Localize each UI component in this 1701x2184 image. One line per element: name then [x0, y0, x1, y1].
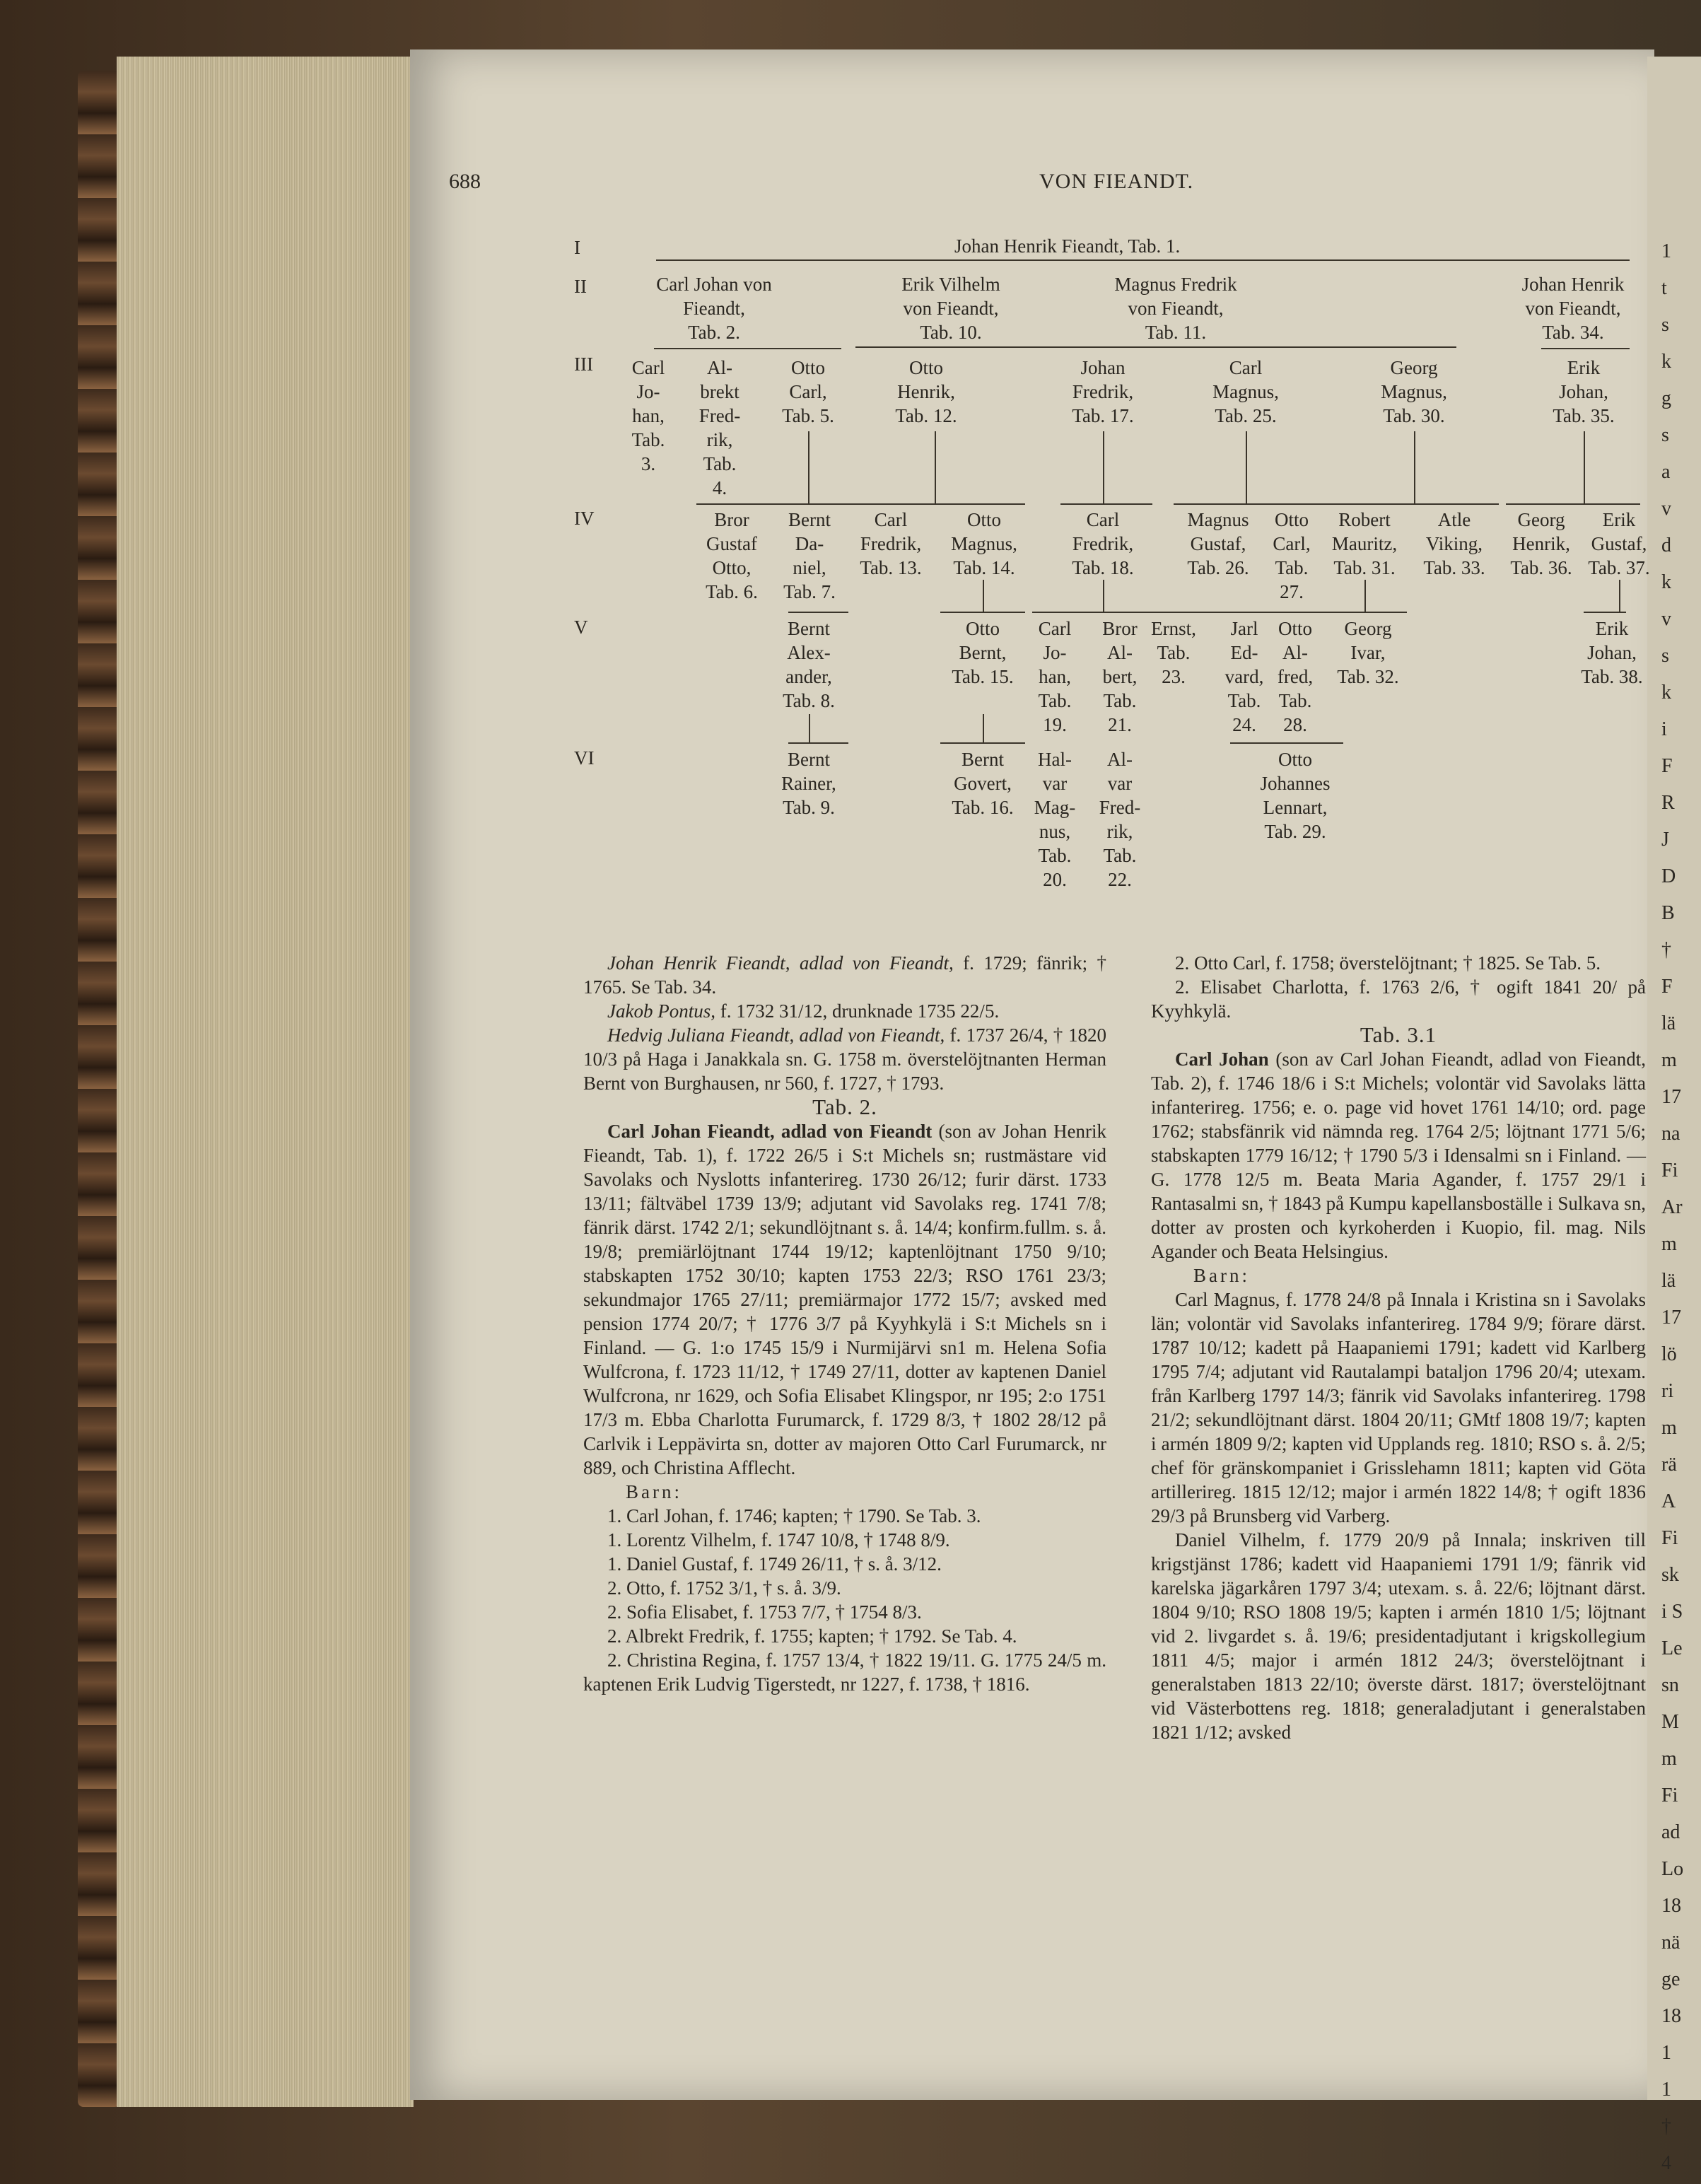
edge-fragment: i: [1661, 718, 1667, 740]
tree-node: [863, 356, 990, 428]
edge-fragment: nä: [1661, 1932, 1680, 1954]
tree-node-line: brekt: [700, 381, 740, 402]
tree-node-line: 23.: [1162, 666, 1186, 687]
edge-fragment: Fi: [1661, 1160, 1678, 1181]
tree-node-line: han,: [632, 405, 665, 426]
child-entry: 1. Carl Johan, f. 1746; kapten; † 1790. Se Tab. 3.: [607, 1505, 981, 1526]
child-entry: Daniel Vilhelm, f. 1779 20/9 på Innala; inskriven till krigstjänst 1786; kadett vid Haapaniemi 1791 1/9; fänrik vid karelska jägarkåren 1797 3/4; utexam. s. å. 22/6; löjtnant därst. 1804 9/10; RSO 1808 19/5; kapten i armén 1810 1/5; löjtnant vid 2. livgardet s. å. 19/6; presidentadjutant i krigskollegium 1811 4/5; major i armén 1812 24/3; överstelöjtnant i generalstaben 1813 22/10; överste därst. 1817; överstelöjtnant vid Västerbottens reg. 1818; generaladjutant i generalstaben 1821 1/12; avsked: [1151, 1529, 1646, 1743]
connector-line: [1103, 431, 1104, 503]
tree-node-line: Tab.: [1157, 642, 1191, 663]
barn-label: Barn:: [626, 1481, 682, 1502]
tree-node: [744, 356, 872, 428]
tree-node-line: Tab. 10.: [920, 322, 982, 343]
tree-node-line: Erik: [1602, 509, 1636, 530]
edge-fragment: Fi: [1661, 1527, 1678, 1549]
edge-fragment: A: [1661, 1490, 1676, 1512]
tree-node-line: Tab.: [631, 429, 665, 450]
connector-line: [1060, 503, 1152, 505]
left-column: [583, 951, 1106, 1969]
edge-fragment: †: [1661, 939, 1671, 961]
edge-fragment: 1: [1661, 240, 1671, 262]
tree-node-line: Tab.: [1038, 845, 1072, 866]
tree-node-line: Tab. 12.: [895, 405, 957, 426]
edge-fragment: t: [1661, 277, 1667, 299]
tree-node-line: Carl: [1229, 357, 1263, 378]
tree-node-line: 4.: [712, 477, 727, 498]
intro-name: Hedvig Juliana Fieandt, adlad von Fieandt,: [607, 1024, 945, 1046]
tree-node-line: Gustaf: [706, 533, 757, 554]
tree-node-line: Jo-: [636, 381, 660, 402]
tree-node-line: Lennart,: [1263, 797, 1328, 818]
tree-node-line: Fredrik,: [860, 533, 922, 554]
tree-node-line: Georg: [1344, 618, 1392, 639]
tree-node-line: Al-: [1282, 642, 1308, 663]
tree-node-line: Tab. 14.: [953, 557, 1015, 578]
edge-fragment: 4: [1661, 2152, 1671, 2174]
connector-line: [855, 346, 1456, 348]
tree-node-line: Tab. 34.: [1542, 322, 1604, 343]
tree-node-line: Erik: [1567, 357, 1601, 378]
tree-node-line: niel,: [793, 557, 826, 578]
tree-node-line: Atle: [1437, 509, 1471, 530]
edge-fragment: F: [1661, 976, 1673, 998]
connector-line: [1506, 503, 1640, 505]
continued-entry: 2. Elisabet Charlotta, f. 1763 2/6, † ogift 1841 20/ på Kyyhkylä.: [1151, 976, 1646, 1022]
tree-node-line: von Fieandt,: [1128, 298, 1224, 319]
tree-node-line: Tab.: [1038, 690, 1072, 711]
tree-node-line: Tab. 29.: [1264, 821, 1326, 842]
edge-fragment: 1: [1661, 2042, 1671, 2064]
tree-node-line: 27.: [1280, 581, 1304, 602]
edge-fragment: v: [1661, 498, 1671, 520]
edge-fragment: lä: [1661, 1012, 1676, 1034]
intro-text: f. 1729; fänrik; † 1765. Se Tab. 34.: [583, 952, 1106, 998]
connector-line: [788, 742, 848, 744]
tree-node-line: Hal-: [1038, 749, 1072, 770]
tab3-body: (son av Carl Johan Fieandt, adlad von Fieandt, Tab. 2), f. 1746 18/6 i S:t Michels; volontär vid Savolaks lätta infanterireg. 1756; e. o. page vid hovet 1761 14/10; ord. page 1762; stabsfänrik vid nämnda reg. 1764 2/5; löjtnant 1771 5/6; stabskapten 1779 16/12; † 1790 5/3 i Idensalmi sn i Finland. — G. 1778 12/5 m. Beata Maria Agander, f. 1757 29/1 i Rantasalmi sn, † 1843 på Kumpu kapellansboställe i Sulkava sn, dotter av prosten och kyrkoherden i Kuopio, fil. mag. Nils Agander och Beata Helsingius.: [1151, 1049, 1646, 1262]
child-entry: Carl Magnus, f. 1778 24/8 på Innala i Kristina sn i Savolaks län; volontär vid Savolaks infanterireg. 1784 9/9; förare därst. 1787 10/12; kadett på Haapaniemi 1791; kadett vid Karlberg 1795 7/4; adjutant vid Rautalampi bataljon 1796 20/4; utexam. från Karlberg 1797 14/3; fänrik vid Savolaks infanterireg. 1798 21/2; sekundlöjtnant därst. 1804 20/11; GMtf 1808 19/7; kapten i armén 1809 9/2; kapten vid Upplands reg. 1810; RSO s. å. 2/5; chef för gränskompaniet i Grisslehamn 1811; kapten vid Göta artillerireg. 1815 12/12; major i armén 1822 14/8; † ogift 1836 29/3 på Brunsberg vid Varberg.: [1151, 1289, 1646, 1526]
tree-node-line: Carl,: [789, 381, 827, 402]
connector-line: [1364, 580, 1366, 612]
intro-entries: [583, 951, 1106, 1095]
edge-fragment: sn: [1661, 1674, 1679, 1696]
tree-node-line: 24.: [1232, 714, 1256, 735]
tree-node-line: Carl,: [1273, 533, 1311, 554]
tree-node-line: 3.: [641, 453, 656, 474]
connector-line: [808, 431, 809, 503]
intro-entry: [583, 1023, 1106, 1095]
continued-entries: [1151, 951, 1646, 1023]
connector-line: [1584, 431, 1585, 503]
intro-entry: [583, 999, 1106, 1023]
tree-node-line: Ed-: [1230, 642, 1258, 663]
tree-node-line: Tab. 26.: [1187, 557, 1249, 578]
tab2-lead: Carl Johan Fieandt, adlad von Fieandt: [607, 1121, 933, 1142]
connector-line: [848, 503, 1025, 505]
tree-node-line: Erik: [1595, 618, 1629, 639]
tree-node-line: Tab. 13.: [860, 557, 922, 578]
connector-line: [1230, 742, 1343, 744]
intro-name: Jakob Pontus,: [607, 1000, 715, 1022]
continued-entry: 2. Otto Carl, f. 1758; överstelöjtnant; † 1825. Se Tab. 5.: [1175, 952, 1601, 974]
tree-node-line: Tab. 31.: [1333, 557, 1396, 578]
connector-line: [983, 714, 984, 742]
child-entry: 1. Daniel Gustaf, f. 1749 26/11, † s. å. 3/12.: [607, 1553, 942, 1575]
connector-line: [1032, 612, 1138, 613]
tree-node-line: Gustaf,: [1591, 533, 1647, 554]
tree-node-line: Jo-: [1043, 642, 1067, 663]
connector-line: [656, 259, 1630, 261]
running-head: VON FIEANDT.: [1039, 170, 1194, 193]
tree-node-line: Tab. 17.: [1072, 405, 1134, 426]
edge-fragment: m: [1661, 1049, 1677, 1071]
tree-node-line: Fredrik,: [1072, 381, 1134, 402]
tree-node-line: Bernt: [788, 509, 831, 530]
tree-node: [887, 272, 1015, 344]
tree-node-line: Bernt: [961, 749, 1004, 770]
tree-node: [1039, 356, 1167, 428]
tree-node-line: Tab. 8.: [783, 690, 835, 711]
tree-node-line: Otto: [908, 357, 943, 378]
tree-node-line: Tab. 15.: [952, 666, 1014, 687]
tree-node-line: Tab. 6.: [706, 581, 758, 602]
connector-line: [940, 612, 1025, 613]
child-entry: 2. Otto, f. 1752 3/1, † s. å. 3/9.: [607, 1577, 841, 1599]
edge-fragment: 17: [1661, 1086, 1681, 1108]
edge-fragment: i S: [1661, 1601, 1683, 1623]
tree-node: [1112, 272, 1239, 344]
tree-node-line: Otto: [965, 618, 1000, 639]
connector-line: [1138, 612, 1273, 613]
tree-node: [1232, 747, 1359, 843]
tree-node: [1555, 508, 1683, 580]
tree-node-line: vard,: [1224, 666, 1264, 687]
edge-fragment: d: [1661, 535, 1671, 556]
tree-node-line: Jarl: [1230, 618, 1258, 639]
tree-node-line: bert,: [1102, 666, 1138, 687]
tab2-paragraph: [583, 1119, 1106, 1480]
edge-fragment: k: [1661, 571, 1671, 593]
tree-node-line: Georg: [1517, 509, 1565, 530]
tree-node-line: Johan: [1080, 357, 1126, 378]
connector-line: [1273, 612, 1329, 613]
tree-node-line: Carl: [1086, 509, 1120, 530]
tree-node-line: han,: [1039, 666, 1071, 687]
tree-node-line: ander,: [785, 666, 832, 687]
tree-node-line: Fred-: [698, 405, 741, 426]
tree-node-line: nus,: [1039, 821, 1071, 842]
page-number: 688: [449, 170, 481, 193]
tree-node: [1520, 356, 1647, 428]
tree-node-line: Tab.: [1103, 690, 1137, 711]
tree-node-line: Tab. 35.: [1553, 405, 1615, 426]
edge-fragment: s: [1661, 424, 1669, 446]
generation-label: V: [574, 617, 588, 638]
tree-node-line: Henrik,: [1512, 533, 1570, 554]
tree-node-line: Tab.: [1103, 845, 1137, 866]
connector-line: [1584, 612, 1626, 613]
connector-line: [788, 612, 848, 613]
connector-line: [654, 348, 841, 349]
edge-fragment: k: [1661, 351, 1671, 373]
edge-fragment: m: [1661, 1417, 1677, 1439]
tree-node-line: Tab. 32.: [1337, 666, 1399, 687]
tree-node-line: Fred-: [1099, 797, 1141, 818]
tree-node: [1509, 272, 1637, 344]
edge-fragment: 18: [1661, 1895, 1681, 1917]
tree-node-line: var: [1042, 773, 1068, 794]
tree-node-line: 28.: [1283, 714, 1307, 735]
tree-node-line: Carl Johan von: [656, 274, 772, 295]
tree-node-line: var: [1107, 773, 1133, 794]
connector-line: [1541, 348, 1630, 349]
tree-node-line: Al-: [1107, 749, 1133, 770]
tree-node: [745, 747, 872, 819]
tree-node-line: Johannes: [1260, 773, 1331, 794]
edge-fragment: m: [1661, 1748, 1677, 1770]
tree-node-line: Carl: [631, 357, 665, 378]
connector-line: [940, 742, 1025, 744]
tree-node-line: Magnus,: [1381, 381, 1447, 402]
tree-node-line: Tab. 9.: [783, 797, 835, 818]
tree-node-line: Al-: [1107, 642, 1133, 663]
intro-entry: [583, 951, 1106, 999]
tab2-body: (son av Johan Henrik Fieandt, Tab. 1), f. 1722 26/5 i S:t Michels sn; rustmästare vid Savolaks och Nyslotts infanterireg. 1730 26/12; furir därst. 1733 13/11; fältväbel 1739 13/9; adjutant vid Savolaks reg. 1741 7/8; fänrik därst. 1742 2/1; sekundlöjtnant s. å. 14/4; konfirm.fullm. s. å. 19/8; premiärlöjtnant 1744 19/12; kaptenlöjtnant 1750 9/10; stabskapten 1752 30/10; kapten 1753 22/3; RSO 1761 23/3; sekundmajor 1765 27/11; premiärmajor 1772 15/7; avsked med pension 1774 20/7; † 1776 3/7 på Kyyhkylä i S:t Michels sn i Finland. — G. 1:o 1745 15/9 i Nurmijärvi sn1 m. Helena Sofia Wulfcrona, f. 1723 11/12, † 1749 27/11, dotter av kaptenen Daniel Wulfcrona, nr 1629, och Sofia Elisabet Klingspor, nr 195; 2:o 1751 17/3 m. Ebba Charlotta Furumarck, f. 1729 8/3, † 1802 28/12 på Carlvik i Leppävirta sn, dotter av majoren Otto Carl Furumarck, nr 889, och Christina Afflecht.: [583, 1121, 1106, 1478]
tree-node-line: rik,: [1106, 821, 1133, 842]
tree-node-line: Mauritz,: [1331, 533, 1398, 554]
generation-label: III: [574, 354, 593, 375]
tree-node-line: Tab.: [1227, 690, 1261, 711]
edge-fragment: ad: [1661, 1821, 1680, 1843]
tab3-paragraph: [1151, 1047, 1646, 1263]
tree-node-line: Govert,: [954, 773, 1012, 794]
tree-node-line: Otto: [790, 357, 825, 378]
right-column: [1151, 951, 1646, 1969]
generation-label: VI: [574, 747, 595, 769]
tree-node-line: Tab.: [703, 453, 737, 474]
tree-node-line: Magnus Fredrik: [1114, 274, 1237, 295]
tree-node-line: Magnus,: [1212, 381, 1279, 402]
generation-label: IV: [574, 508, 595, 529]
tree-node-line: Tab. 5.: [782, 405, 834, 426]
edge-fragment: J: [1661, 829, 1669, 851]
edge-fragment: M: [1661, 1711, 1679, 1733]
tree-node-line: Bernt,: [959, 642, 1007, 663]
edge-fragment: s: [1661, 645, 1669, 667]
child-entry: 2. Sofia Elisabet, f. 1753 7/7, † 1754 8/3.: [607, 1601, 922, 1623]
tree-node-line: Da-: [795, 533, 824, 554]
edge-fragment: Fi: [1661, 1785, 1678, 1806]
edge-fragment: a: [1661, 461, 1671, 483]
tree-node: [1350, 356, 1478, 428]
tree-node-line: Tab.: [1278, 690, 1312, 711]
tree-node: [920, 508, 1048, 580]
tree-node-line: Al-: [707, 357, 732, 378]
tree-node-line: Bror: [714, 509, 749, 530]
intro-text: f. 1737 26/4, † 1820 10/3 på Haga i Janakkala sn. G. 1758 m. överstelöjtnanten Herman Bernt von Burghausen, nr 560, f. 1727, † 1793.: [583, 1024, 1106, 1094]
barn-label-right: Barn:: [1193, 1265, 1250, 1286]
connector-line: [983, 580, 984, 612]
child-entry: 2. Albrekt Fredrik, f. 1755; kapten; † 1792. Se Tab. 4.: [607, 1625, 1017, 1647]
tree-node-line: Bror: [1102, 618, 1138, 639]
intro-text: f. 1732 31/12, drunknade 1735 22/5.: [715, 1000, 1000, 1022]
edge-fragment: R: [1661, 792, 1675, 814]
tree-node-line: Robert: [1338, 509, 1391, 530]
children-list: [583, 1504, 1106, 1696]
tree-node-line: Tab. 38.: [1581, 666, 1643, 687]
tree-node-line: Tab. 25.: [1215, 405, 1277, 426]
tree-node-line: Ernst,: [1151, 618, 1196, 639]
tree-node-line: fred,: [1277, 666, 1314, 687]
edge-fragment: rä: [1661, 1454, 1677, 1476]
tree-node-line: Magnus,: [951, 533, 1017, 554]
tree-node: [650, 272, 778, 344]
tree-node-line: Carl: [1038, 618, 1072, 639]
tree-node-line: Otto: [1278, 749, 1312, 770]
tree-node-line: Johan,: [1587, 642, 1637, 663]
edge-fragment: D: [1661, 865, 1676, 887]
connector-line: [1174, 503, 1499, 505]
tree-node-line: Otto: [966, 509, 1001, 530]
generation-label: I: [574, 237, 580, 258]
tree-node-line: von Fieandt,: [903, 298, 999, 319]
tree-node-line: Tab. 7.: [783, 581, 836, 602]
edge-fragment: Le: [1661, 1637, 1683, 1659]
tree-node-line: von Fieandt,: [1525, 298, 1621, 319]
tree-node: [745, 617, 872, 713]
edge-fragment: Ar: [1661, 1196, 1683, 1218]
generation-label: II: [574, 276, 587, 297]
edge-fragment: lä: [1661, 1270, 1676, 1292]
connector-line: [1103, 580, 1104, 612]
children-list-right: [1151, 1287, 1646, 1744]
tree-node-line: Tab. 36.: [1510, 557, 1572, 578]
edge-fragment: na: [1661, 1123, 1680, 1145]
tab3-heading: Tab. 3.1: [1360, 1022, 1437, 1047]
tree-root: Johan Henrik Fieandt, Tab. 1.: [954, 235, 1181, 257]
tree-node: [1039, 508, 1167, 580]
tree-node-line: 19.: [1043, 714, 1067, 735]
tree-node: [1304, 617, 1432, 689]
tree-node-line: Fredrik,: [1072, 533, 1134, 554]
edge-fragment: lö: [1661, 1343, 1677, 1365]
tree-node-line: Georg: [1390, 357, 1438, 378]
tree-node-line: Bernt: [788, 618, 830, 639]
edge-fragment: B: [1661, 902, 1675, 924]
tree-node-line: Johan,: [1559, 381, 1608, 402]
edge-fragment: 18: [1661, 2005, 1681, 2027]
edge-fragment: k: [1661, 682, 1671, 703]
tree-node-line: Otto,: [712, 557, 752, 578]
tree-node-line: Gustaf,: [1190, 533, 1246, 554]
tree-node-line: Bernt: [788, 749, 830, 770]
tree-node-line: Erik Vilhelm: [901, 274, 1000, 295]
tree-node: [1182, 356, 1309, 428]
intro-name: Johan Henrik Fieandt, adlad von Fieandt,: [607, 952, 954, 974]
tree-node-line: Carl: [874, 509, 908, 530]
tree-node-line: Tab. 2.: [688, 322, 740, 343]
tree-node-line: Otto: [1278, 618, 1312, 639]
tab2-heading: Tab. 2.: [812, 1094, 877, 1119]
tree-node-line: 22.: [1108, 869, 1132, 890]
edge-fragment: 17: [1661, 1307, 1681, 1328]
family-tree: [0, 0, 1701, 919]
tree-node-line: Ivar,: [1350, 642, 1386, 663]
tree-node-line: Tab. 33.: [1423, 557, 1485, 578]
tree-node-line: Tab.: [1275, 557, 1309, 578]
tree-node-line: Viking,: [1425, 533, 1483, 554]
edge-fragment: Lo: [1661, 1858, 1684, 1880]
child-entry: 1. Lorentz Vilhelm, f. 1747 10/8, † 1748 8/9.: [607, 1529, 950, 1551]
edge-fragment: v: [1661, 608, 1671, 630]
tree-node-line: 21.: [1108, 714, 1132, 735]
edge-fragment: 1: [1661, 2079, 1671, 2101]
tree-node-line: Henrik,: [897, 381, 955, 402]
connector-line: [696, 503, 848, 505]
edge-fragment: m: [1661, 1233, 1677, 1255]
tree-node: [1056, 747, 1183, 892]
tree-node: [1548, 617, 1676, 689]
tree-node-line: Tab. 37.: [1588, 557, 1650, 578]
connector-line: [1619, 580, 1620, 612]
tree-node-line: Johan Henrik: [1521, 274, 1625, 295]
connector-line: [1414, 431, 1415, 503]
edge-fragment: †: [1661, 2115, 1671, 2137]
tab3-lead: Carl Johan: [1175, 1049, 1269, 1070]
tree-node-line: rik,: [706, 429, 733, 450]
tree-node-line: Alex-: [787, 642, 831, 663]
connector-line: [1322, 612, 1407, 613]
tree-node-line: Mag-: [1034, 797, 1076, 818]
tree-node-line: 20.: [1043, 869, 1067, 890]
tree-node-line: Otto: [1274, 509, 1309, 530]
edge-fragment: ri: [1661, 1380, 1674, 1402]
edge-fragment: g: [1661, 387, 1671, 409]
connector-line: [809, 714, 810, 742]
tree-node-line: Fieandt,: [683, 298, 745, 319]
tree-node-line: Tab. 18.: [1072, 557, 1134, 578]
edge-fragment: s: [1661, 314, 1669, 336]
tree-node-line: Tab. 30.: [1383, 405, 1445, 426]
connector-line: [1246, 431, 1247, 503]
edge-fragment: F: [1661, 755, 1673, 777]
tree-node-line: Tab. 16.: [952, 797, 1014, 818]
tree-node-line: Magnus: [1187, 509, 1249, 530]
edge-fragment: ge: [1661, 1968, 1680, 1990]
connector-line: [935, 431, 936, 503]
tree-node-line: Rainer,: [781, 773, 836, 794]
tree-node-line: Tab. 11.: [1145, 322, 1207, 343]
edge-fragment: sk: [1661, 1564, 1679, 1586]
child-entry: 2. Christina Regina, f. 1757 13/4, † 1822 19/11. G. 1775 24/5 m. kaptenen Erik Ludvig Tigerstedt, nr 1227, f. 1738, † 1816.: [583, 1649, 1106, 1695]
